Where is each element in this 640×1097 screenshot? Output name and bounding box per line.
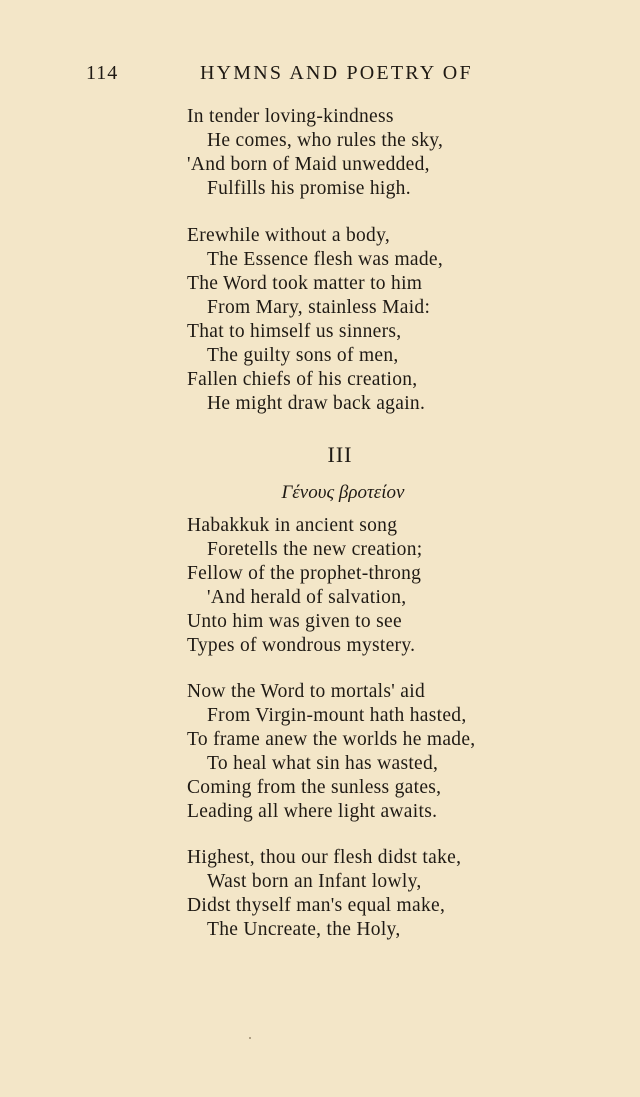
- stanza-5: [187, 846, 461, 942]
- verse-line: That to himself us sinners,: [187, 321, 402, 342]
- verse-line: The Uncreate, the Holy,: [207, 919, 401, 940]
- verse-line: Fellow of the prophet-throng: [187, 563, 422, 584]
- verse-line: The Word took matter to him: [187, 273, 423, 294]
- stanza-2: [187, 224, 443, 416]
- stanza-4: [187, 680, 475, 824]
- page-number: 114: [86, 62, 119, 84]
- verse-line: Highest, thou our flesh didst take,: [187, 847, 462, 868]
- verse-line: He comes, who rules the sky,: [207, 130, 444, 151]
- section-number: III: [327, 442, 353, 467]
- verse-line: The guilty sons of men,: [207, 345, 399, 366]
- verse-line: Types of wondrous mystery.: [187, 635, 416, 656]
- verse-line: Fallen chiefs of his creation,: [187, 369, 418, 390]
- verse-line: He might draw back again.: [207, 393, 426, 414]
- verse-line: In tender loving-kindness: [187, 106, 394, 127]
- stanza-1: [187, 105, 443, 201]
- verse-line: Foretells the new creation;: [207, 539, 423, 560]
- page-header: [86, 62, 496, 92]
- section-greek-title: Γένους βροτείον: [281, 482, 405, 503]
- stanza-3: [187, 514, 423, 658]
- running-head: HYMNS AND POETRY OF: [200, 62, 473, 84]
- verse-line: From Mary, stainless Maid:: [207, 297, 431, 318]
- ink-speck: [249, 1037, 251, 1039]
- verse-line: Wast born an Infant lowly,: [207, 871, 422, 892]
- verse-line: 'And herald of salvation,: [207, 587, 407, 608]
- verse-line: Fulfills his promise high.: [207, 178, 411, 199]
- verse-line: Coming from the sunless gates,: [187, 777, 442, 798]
- verse-line: From Virgin-mount hath hasted,: [207, 705, 467, 726]
- verse-line: To heal what sin has wasted,: [207, 753, 439, 774]
- verse-line: 'And born of Maid unwedded,: [187, 154, 430, 175]
- verse-line: The Essence flesh was made,: [207, 249, 444, 270]
- verse-line: Erewhile without a body,: [187, 225, 391, 246]
- verse-line: Habakkuk in ancient song: [187, 515, 398, 536]
- verse-line: Leading all where light awaits.: [187, 801, 438, 822]
- verse-line: Unto him was given to see: [187, 611, 402, 632]
- verse-line: To frame anew the worlds he made,: [187, 729, 476, 750]
- verse-line: Now the Word to mortals' aid: [187, 681, 425, 702]
- verse-line: Didst thyself man's equal make,: [187, 895, 446, 916]
